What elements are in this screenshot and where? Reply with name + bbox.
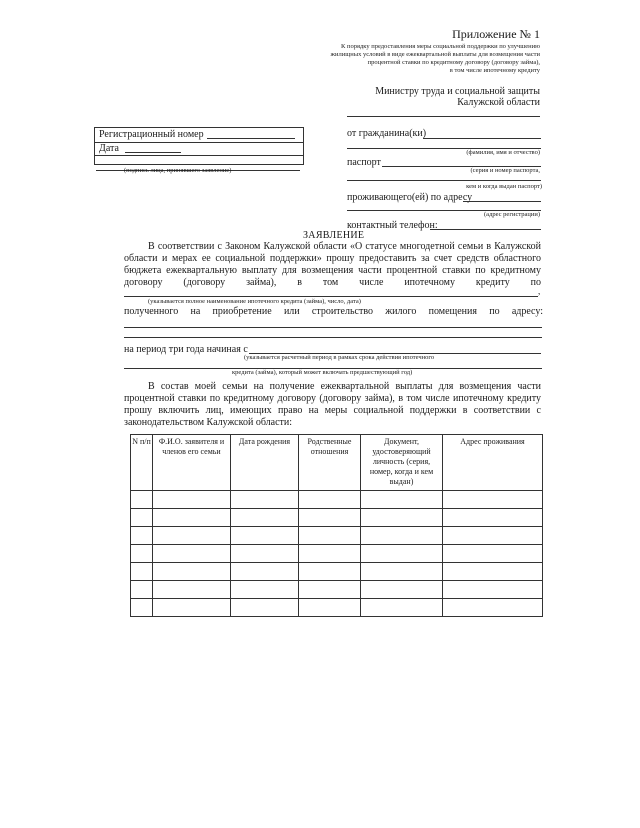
passport-caption-2: кем и когда выдан паспорт) bbox=[466, 183, 542, 190]
col-number-header: N п/п bbox=[131, 435, 153, 491]
table-row[interactable] bbox=[131, 509, 543, 527]
addressee-line-1: Министру труда и социальной защиты bbox=[375, 86, 540, 97]
from-label: от гражданина(ки) bbox=[347, 128, 427, 139]
address-object-field-2[interactable] bbox=[124, 337, 542, 338]
phone-field[interactable] bbox=[430, 229, 541, 230]
date-row bbox=[95, 143, 303, 156]
period-label: на период три года начиная с bbox=[124, 344, 248, 355]
table-row[interactable] bbox=[131, 563, 543, 581]
col-birthdate-header: Дата рождения bbox=[231, 435, 299, 491]
para1-line-1: В соответствии с Законом Калужской области «О статусе многодетной семьи в Калужской bbox=[148, 241, 541, 252]
passport-field-2[interactable] bbox=[347, 180, 541, 181]
family-members-table bbox=[130, 434, 543, 617]
para1-line-3: бюджета ежеквартальную выплату для возмещения части процентной ставки по кредитному bbox=[124, 265, 541, 276]
para2-line-3: прошу включить лиц, имеющих право на меры социальной поддержки в соответствии с bbox=[124, 405, 541, 416]
table-row[interactable] bbox=[131, 527, 543, 545]
address-object-field-1[interactable] bbox=[124, 327, 542, 328]
purpose-line: полученного на приобретение или строительство жилого помещения по адресу: bbox=[124, 306, 543, 317]
date-field[interactable] bbox=[125, 152, 181, 153]
signature-caption: (подпись лица, принявшего заявление) bbox=[124, 167, 232, 174]
address-caption: (адрес регистрации) bbox=[484, 211, 540, 218]
reg-number-row bbox=[95, 128, 303, 143]
credit-caption: (указывается полное наименование ипотечного кредита (займа), число, дата) bbox=[148, 298, 361, 305]
reg-number-label: Регистрационный номер bbox=[99, 129, 204, 140]
address-label: проживающего(ей) по адресу bbox=[347, 192, 473, 203]
col-address-header: Адрес проживания bbox=[443, 435, 543, 491]
para1-line-4: договору (договору займа), в том числе ипотечному кредиту по bbox=[124, 277, 541, 288]
addressee-line-2: Калужской области bbox=[457, 97, 540, 108]
col-name-header: Ф.И.О. заявителя и членов его семьи bbox=[153, 435, 231, 491]
credit-comma: , bbox=[538, 286, 541, 296]
table-row[interactable] bbox=[131, 545, 543, 563]
name-field[interactable] bbox=[423, 138, 541, 139]
registration-box bbox=[94, 127, 304, 165]
col-relation-header: Родственные отношения bbox=[299, 435, 361, 491]
para1-line-2: области и мерах ее социальной поддержки» прошу предоставить за счет средств областного bbox=[124, 253, 541, 264]
date-label: Дата bbox=[99, 143, 119, 154]
table-row[interactable] bbox=[131, 599, 543, 617]
para2-line-1: В состав моей семьи на получение ежеквартальной выплаты для возмещения части bbox=[148, 381, 541, 392]
statement-title: ЗАЯВЛЕНИЕ bbox=[303, 230, 365, 241]
appendix-line-2: жилищных условий в виде ежеквартальной выплаты для возмещения части bbox=[330, 51, 540, 58]
appendix-title: Приложение № 1 bbox=[452, 27, 540, 41]
table-header-row bbox=[131, 435, 543, 491]
para2-line-2: процентной ставки по кредитному договору (договору займа), в том числе ипотечному кредиту bbox=[124, 393, 541, 404]
addressee-blank-line bbox=[347, 116, 540, 117]
para2-line-4: законодательством Калужской области: bbox=[124, 417, 293, 428]
passport-caption-1: (серия и номер паспорта, bbox=[470, 167, 540, 174]
col-document-header: Документ, удостоверяющий личность (серия, номер, когда и кем выдан) bbox=[361, 435, 443, 491]
appendix-line-3: процентной ставки по кредитному договору (договору займа), bbox=[367, 59, 540, 66]
credit-field[interactable] bbox=[124, 296, 538, 297]
passport-label: паспорт bbox=[347, 157, 381, 168]
period-caption-2: кредита (займа), который может включать предшествующий год) bbox=[232, 369, 413, 376]
table-row[interactable] bbox=[131, 491, 543, 509]
appendix-line-1: К порядку предоставления меры социальной поддержки по улучшению bbox=[341, 43, 540, 50]
appendix-line-4: в том числе ипотечному кредиту bbox=[449, 67, 540, 74]
reg-number-field[interactable] bbox=[207, 138, 295, 139]
phone-label: контактный телефон: bbox=[347, 220, 438, 231]
address-field[interactable] bbox=[463, 201, 541, 202]
table-row[interactable] bbox=[131, 581, 543, 599]
name-caption: (фамилия, имя и отчество) bbox=[466, 149, 540, 156]
period-caption-1: (указывается расчетный период в рамках срока действия ипотечного bbox=[244, 354, 435, 361]
